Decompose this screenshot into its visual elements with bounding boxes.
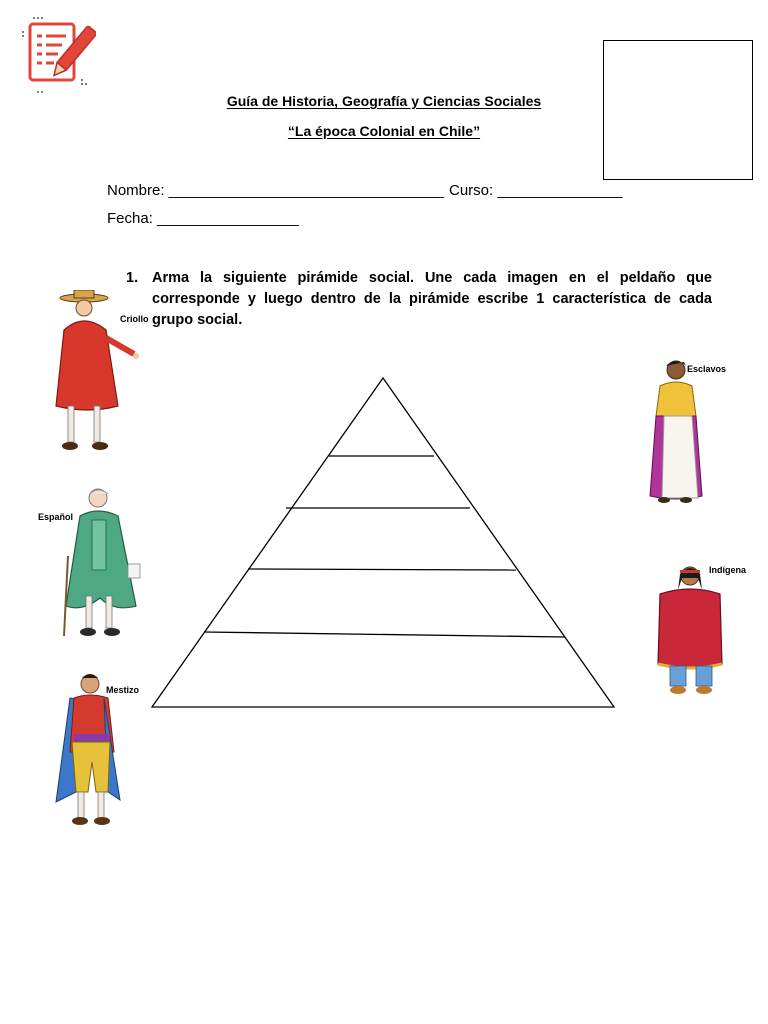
espanol-label: Español: [38, 512, 74, 522]
task-instruction: [126, 268, 712, 331]
page-subtitle: “La época Colonial en Chile”: [287, 123, 481, 139]
esclavos-label: Esclavos: [687, 364, 727, 374]
date-field[interactable]: Fecha: _________________: [107, 210, 299, 227]
name-field[interactable]: Nombre: _________________________________: [107, 182, 444, 199]
task-number: 1.: [126, 270, 139, 286]
task-text: Arma la siguiente pirámide social. Une cada imagen en el peldaño que corresponde y luego dentro de la pirámide escribe 1 característica de cada grupo social.: [152, 270, 712, 328]
photo-box: [603, 40, 753, 180]
pyramid-outline: [152, 378, 614, 707]
espanol-figure[interactable]: [56, 486, 146, 641]
mestizo-figure[interactable]: [48, 672, 128, 830]
course-field[interactable]: Curso: _______________: [449, 182, 623, 199]
criollo-label: Criollo: [120, 314, 149, 324]
indigena-figure[interactable]: [656, 564, 726, 702]
page-title: Guía de Historia, Geografía y Ciencias Sociales: [226, 93, 542, 109]
mestizo-label: Mestizo: [106, 685, 140, 695]
indigena-label: Indígena: [709, 565, 747, 575]
worksheet-pencil-icon: [20, 16, 96, 96]
pyramid-tier-line-3: [248, 569, 516, 570]
esclavos-figure[interactable]: [646, 358, 706, 504]
pyramid-tier-line-4: [204, 632, 565, 637]
